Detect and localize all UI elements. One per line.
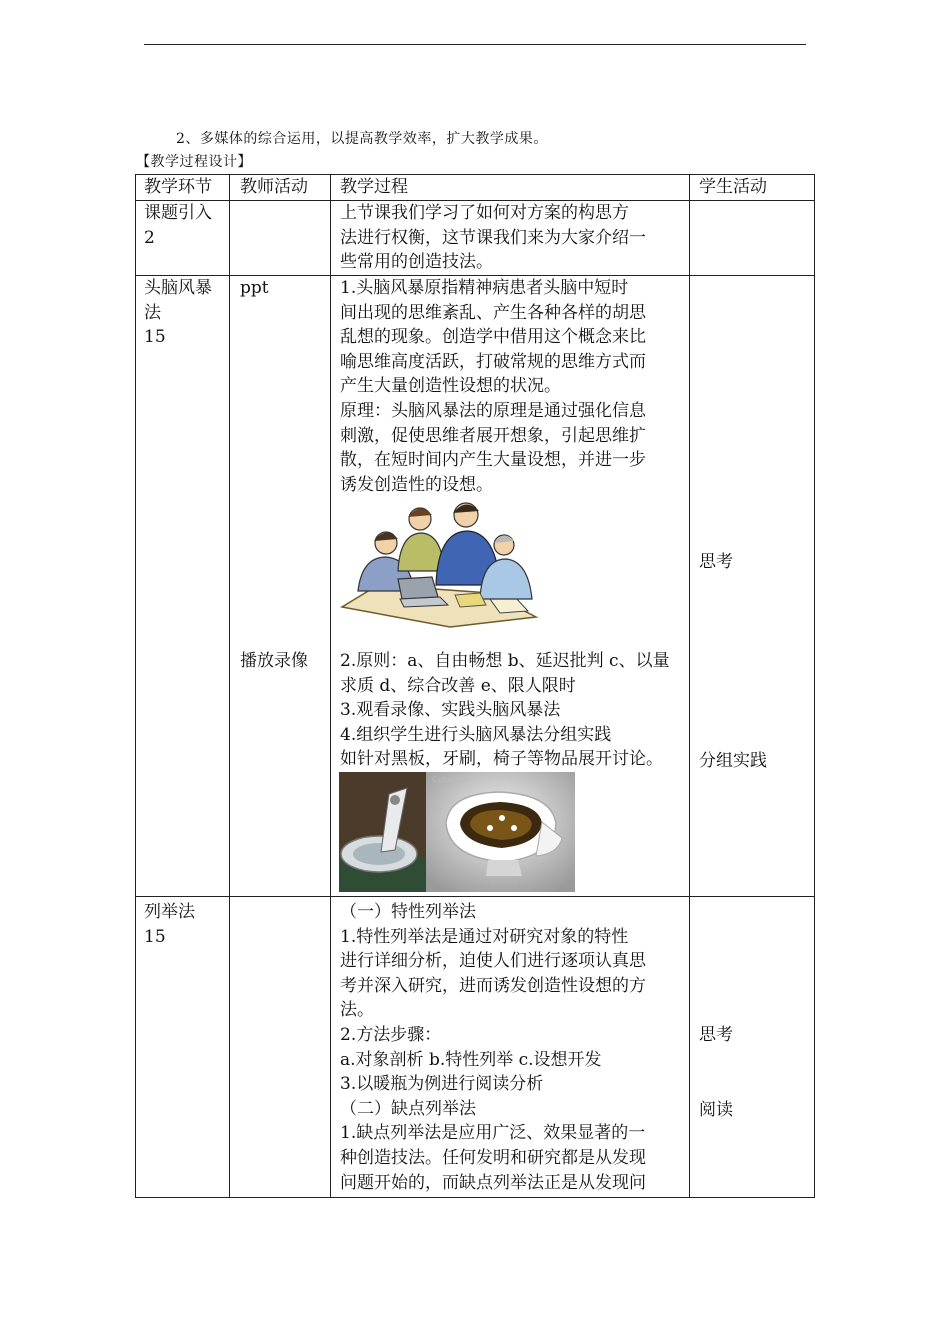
row2-process-line: 刺激，促使思维者展开想象，引起思维扩 [340, 425, 646, 446]
column-divider-2 [330, 174, 331, 1198]
row1-stage-line: 2 [144, 227, 155, 248]
table-border-right [814, 174, 815, 1198]
row3-process [340, 900, 646, 1195]
broken-cup-product-photo [426, 772, 575, 892]
row2-process-principles [340, 649, 670, 772]
row2-process-line: 间出现的思维紊乱、产生各种各样的胡思 [340, 302, 646, 323]
row2-process-intro [340, 276, 646, 497]
svg-text:Cobubble: Cobubble [432, 775, 470, 784]
row2-process-line: 4.组织学生进行头脑风暴法分组实践 [340, 724, 612, 745]
row2-process-line: 乱想的现象。创造学中借用这个概念来比 [340, 327, 646, 348]
row2-process-line: 散，在短时间内产生大量设想，并进一步 [340, 450, 646, 471]
row3-process-line: 问题开始的，而缺点列举法正是从发现问 [340, 1172, 646, 1193]
row2-process-line: 3.观看录像、实践头脑风暴法 [340, 700, 561, 721]
row3-process-line: 1.特性列举法是通过对研究对象的特性 [340, 926, 629, 947]
header-stage: 教学环节 [144, 177, 212, 197]
row2-process-line: 1.头脑风暴原指精神病患者头脑中短时 [340, 278, 629, 298]
intro-line: 2、多媒体的综合运用，以提高教学效率，扩大教学成果。 [176, 131, 548, 147]
row-divider-2 [135, 896, 815, 897]
row2-process-line: 2.原则：a、自由畅想 b、延迟批判 c、以量 [340, 651, 670, 671]
header-teacher-activity: 教师活动 [240, 177, 308, 197]
row2-process-line: 求质 d、综合改善 e、限人限时 [340, 675, 576, 696]
row1-stage [144, 201, 212, 250]
brainstorm-meeting-illustration [340, 499, 540, 629]
row3-process-line: 考并深入研究，进而诱发创造性设想的方 [340, 975, 646, 996]
row3-process-line: （一）特性列举法 [340, 902, 476, 922]
row3-process-line: a.对象剖析 b.特性列举 c.设想开发 [340, 1049, 602, 1070]
row2-process-line: 喻思维高度活跃，打破常规的思维方式而 [340, 351, 646, 372]
row3-student-read: 阅读 [699, 1100, 733, 1120]
row3-process-line: 3.以暖瓶为例进行阅读分析 [340, 1074, 544, 1095]
table-border-bottom [135, 1197, 815, 1198]
column-divider-3 [689, 174, 690, 1198]
row2-student-group-practice: 分组实践 [699, 751, 767, 771]
row2-teacher-ppt: ppt [240, 278, 269, 298]
row2-student-think: 思考 [699, 552, 733, 572]
row3-stage-line: 列举法 [144, 902, 195, 922]
row3-student-think: 思考 [699, 1025, 733, 1045]
row2-process-line: 诱发创造性的设想。 [340, 474, 493, 495]
row1-process-line: 法进行权衡，这节课我们来为大家介绍一 [340, 227, 646, 248]
row2-stage [144, 276, 212, 350]
row3-process-line: 1.缺点列举法是应用广泛、效果显著的一 [340, 1123, 646, 1144]
row2-stage-line: 头脑风暴 [144, 278, 212, 298]
row3-process-line: （二）缺点列举法 [340, 1098, 476, 1119]
column-divider-1 [229, 174, 230, 1198]
row1-process-line: 上节课我们学习了如何对方案的构思方 [340, 203, 629, 223]
row3-stage-line: 15 [144, 926, 166, 947]
lesson-plan-table [135, 174, 815, 1198]
section-heading: 【教学过程设计】 [136, 154, 252, 170]
header-student-activity: 学生活动 [699, 177, 767, 197]
row1-process-line: 些常用的创造技法。 [340, 252, 493, 273]
row2-teacher-video: 播放录像 [240, 651, 308, 671]
row2-stage-line: 法 [144, 302, 161, 323]
row1-stage-line: 课题引入 [144, 203, 212, 223]
row2-process-line: 产生大量创造性设想的状况。 [340, 376, 561, 397]
table-border-left [135, 174, 136, 1198]
row2-process-line: 如针对黑板，牙刷，椅子等物品展开讨论。 [340, 749, 663, 770]
header-process: 教学过程 [340, 177, 408, 197]
row2-process-line: 原理：头脑风暴法的原理是通过强化信息 [340, 400, 646, 421]
page-header-rule [144, 44, 806, 45]
row3-process-line: 进行详细分析，迫使人们进行逐项认真思 [340, 951, 646, 972]
stapler-product-photo [339, 772, 426, 892]
row3-stage [144, 900, 195, 949]
row3-process-line: 种创造技法。任何发明和研究都是从发现 [340, 1147, 646, 1168]
row1-process [340, 201, 646, 275]
row3-process-line: 2.方法步骤： [340, 1024, 442, 1045]
row3-process-line: 法。 [340, 1000, 374, 1021]
row2-stage-line: 15 [144, 327, 166, 348]
